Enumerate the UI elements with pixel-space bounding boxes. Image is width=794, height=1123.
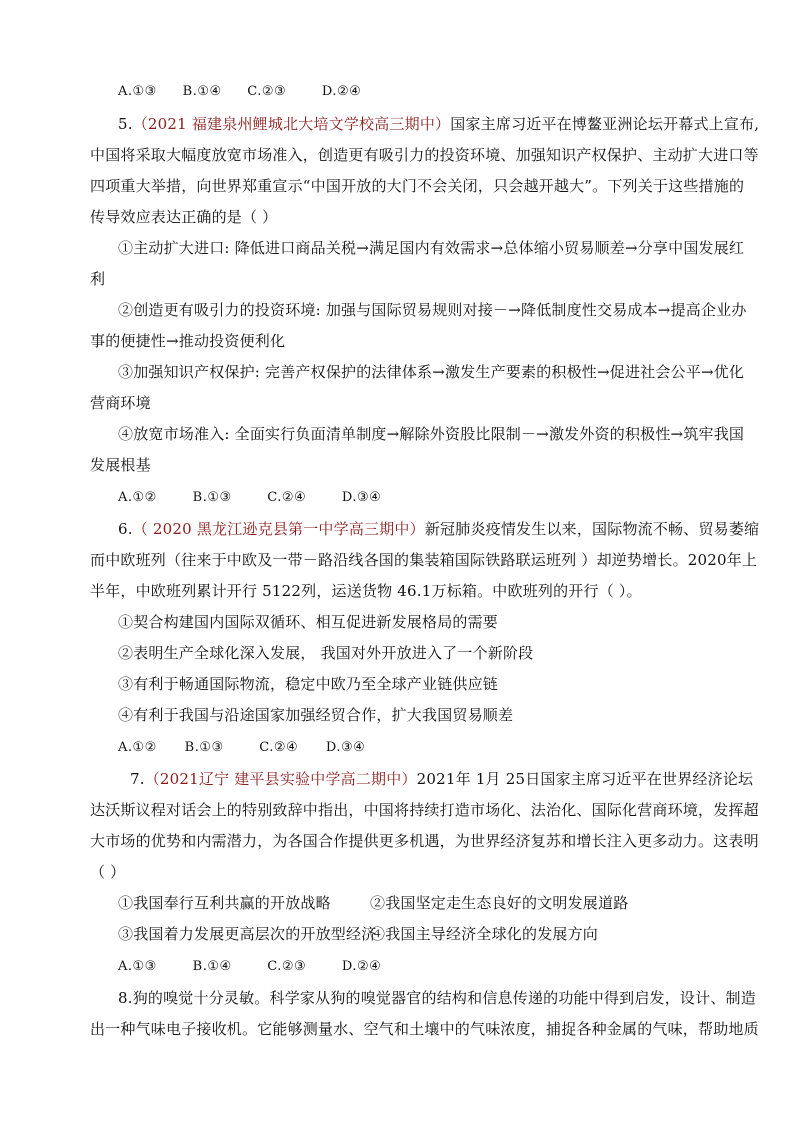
q7-stem-line: 达沃斯议程对话会上的特别致辞中指出，中国将持续打造市场化、法治化、国际化营商环境，发挥超 (90, 801, 759, 819)
q7-item-2: ②我国坚定走生态良好的文明发展道路 (370, 894, 629, 912)
q5-item-3-cont: 营商环境 (90, 394, 151, 412)
q5-stem-first-line (118, 114, 760, 134)
q5-stem-line: 中国将采取大幅度放宽市场准入，创造更有吸引力的投资环境、加强知识产权保护、主动扩大进口等 (90, 146, 759, 164)
q5-item-4: ④放宽市场准入: 全面实行负面清单制度→解除外资股比限制－→激发外资的积极性→筑牢我国 (118, 425, 745, 443)
stem-text: 新冠肺炎疫情发生以来，国际物流不畅、贸易萎缩 (424, 520, 760, 538)
option-c: C.②③ (267, 959, 307, 974)
q6-item-2: ②表明生产全球化深入发展， 我国对外开放进入了一个新阶段 (118, 644, 534, 662)
q5-item-2: ②创造更有吸引力的投资环境: 加强与国际贸易规则对接－→降低制度性交易成本→提高企业办 (118, 301, 747, 319)
option-d: D.②④ (321, 84, 362, 99)
question-number: 7. (130, 770, 145, 788)
q5-item-2-cont: 事的便捷性→推动投资便利化 (90, 332, 286, 350)
q5-stem-line: 四项重大举措，向世界郑重宣示“中国开放的大门不会关闭，只会越开越大”。下列关于这些措施的 (90, 177, 745, 195)
q5-item-3: ③加强知识产权保护: 完善产权保护的法律体系→激发生产要素的积极性→促进社会公平→优化 (118, 363, 745, 381)
q6-item-4: ④有利于我国与沿途国家加强经贸合作，扩大我国贸易顺差 (118, 706, 514, 724)
q6-item-1: ①契合构建国内国际双循环、相互促进新发展格局的需要 (118, 613, 499, 631)
option-d: D.③④ (341, 490, 382, 505)
option-b: B.①④ (192, 959, 232, 974)
q7-options (118, 957, 738, 977)
option-b: B.①③ (192, 490, 232, 505)
question-number: 5. (118, 115, 133, 133)
option-c: C.②③ (247, 84, 287, 99)
option-a: A.①② (118, 740, 157, 755)
q7-item-4: ④我国主导经济全球化的发展方向 (370, 925, 599, 943)
option-c: C.②④ (267, 490, 307, 505)
q8-stem-line: 8.狗的嗅觉十分灵敏。科学家从狗的嗅觉器官的结构和信息传递的功能中得到启发，设计、制造 (118, 989, 756, 1007)
q7-item-1: ①我国奉行互利共赢的开放战略 (118, 894, 331, 912)
q7-stem-line: （ ） (90, 863, 126, 881)
stem-text: 国家主席习近平在博鳌亚洲论坛开幕式上宣布, (450, 115, 760, 133)
option-b: B.①④ (182, 84, 222, 99)
q7-item-3: ③我国着力发展更高层次的开放型经济 (118, 925, 377, 943)
q7-stem-line: 大市场的优势和内需潜力，为各国合作提供更多机遇，为世界经济复苏和增长注入更多动力。这表明 (90, 832, 759, 850)
q6-stem-line: 而中欧班列（往来于中欧及一带－路沿线各国的集装箱国际铁路联运班列 ）却逆势增长。2020年上 (90, 551, 758, 569)
question-source: （2021 福建泉州鲤城北大培文学校高三期中） (132, 115, 451, 133)
option-a: A.①③ (118, 84, 157, 99)
q4-options (118, 82, 738, 102)
option-a: A.①③ (118, 959, 157, 974)
option-d: D.②④ (341, 959, 382, 974)
q7-items-row-1 (118, 893, 738, 913)
question-number: 6. (118, 520, 133, 538)
q5-options (118, 488, 738, 508)
q7-items-row-2 (118, 924, 738, 944)
stem-text: 2021年 1月 25日国家主席习近平在世界经济论坛 (416, 770, 754, 788)
q5-item-4-cont: 发展根基 (90, 456, 151, 474)
option-b: B.①③ (184, 740, 224, 755)
q5-item-1: ①主动扩大进口: 降低进口商品关税→满足国内有效需求→总体缩小贸易顺差→分享中国发展红 (118, 239, 745, 257)
q7-stem-first-line (130, 769, 754, 789)
q5-stem-line: 传导效应表达正确的是（ ） (90, 208, 278, 226)
q6-stem-line: 半年，中欧班列累计开行 5122列，运送货物 46.1万标箱。中欧班列的开行（ ）。 (90, 582, 642, 600)
option-c: C.②④ (259, 740, 299, 755)
q8-stem-line: 出一种气味电子接收机。它能够测量水、空气和土壤中的气味浓度，捕捉各种金属的气味，帮助地质 (90, 1020, 759, 1038)
q5-item-1-cont: 利 (90, 270, 106, 288)
question-source: （2021辽宁 建平县实验中学高二期中） (144, 770, 417, 788)
q6-stem-first-line (118, 519, 760, 539)
question-source: （ 2020 黑龙江逊克县第一中学高三期中） (132, 520, 425, 538)
option-d: D.③④ (325, 740, 366, 755)
q6-options (118, 738, 738, 758)
q6-item-3: ③有利于畅通国际物流，稳定中欧乃至全球产业链供应链 (118, 675, 499, 693)
option-a: A.①② (118, 490, 157, 505)
